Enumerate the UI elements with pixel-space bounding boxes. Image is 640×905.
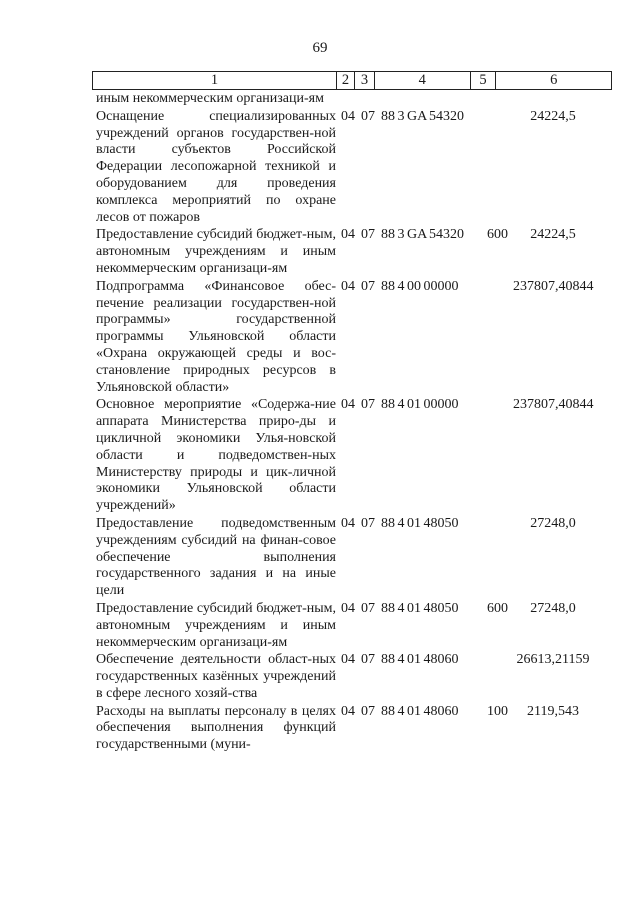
target-item-code: 88 4 01 48060 [381,703,459,719]
table-header [92,71,612,90]
subsection-code: 07 [361,703,375,719]
row-description: Подпрограмма «Финансовое обес-печение реализации государствен-ной программы» государственной программы Ульяновской области «Охрана окружающей среды и вос-становление природных ресурсов в Ульяновской области» [96,278,336,395]
subsection-code: 07 [361,600,375,616]
target-item-code: 88 4 00 00000 [381,278,459,294]
subsection-code: 07 [361,652,375,668]
table-row [96,652,616,702]
expense-type-code: 600 [487,600,508,616]
row-amount: 27248,0 [530,515,576,531]
section-code: 04 [341,397,355,413]
header-col-3: 3 [355,72,375,89]
row-description: Предоставление субсидий бюджет-ным, автономным учреждениям и иным некоммерческим организаци-ям [96,600,336,650]
row-codes [336,397,513,414]
row-amount: 27248,0 [530,600,576,616]
section-code: 04 [341,600,355,616]
header-col-5: 5 [471,72,497,89]
target-item-code: 88 4 01 00000 [381,397,459,413]
row-description: Основное мероприятие «Содержа-ние аппарата Министерства приро-ды и цикличной экономики Улья-новской области и подведомствен-ных Министерству природы и цик-личной экономики Ульяновской области учреждений» [96,397,336,514]
row-codes [336,279,513,296]
header-col-2: 2 [337,72,355,89]
subsection-code: 07 [361,227,375,243]
expense-type-code [487,397,513,414]
header-col-1: 1 [93,72,337,89]
table-row [96,516,616,600]
row-description: Расходы на выплаты персоналу в целях обеспечения выполнения функций государственными (муни- [96,703,336,753]
row-amount: 24224,5 [530,108,576,124]
row-codes [336,704,513,721]
row-description: Обеспечение деятельности област-ных государственных казённых учреждений в сфере лесного хозяй-ства [96,652,336,701]
header-col-4: 4 [375,72,471,89]
row-amount: 26613,21159 [516,652,590,668]
expense-type-code: 600 [487,227,508,243]
row-amount: 237807,40844 [513,397,594,413]
row-description: Оснащение специализированных учреждений органов государствен-ной власти субъектов Российской Федерации лесопожарной техникой и оборудованием для проведения комплекса мероприятий по охране лесов от пожаров [96,108,336,225]
row-codes [336,516,513,533]
row-codes [336,227,513,244]
subsection-code: 07 [361,515,375,531]
target-item-code: 88 4 01 48060 [381,652,459,668]
target-item-code: 88 4 01 48050 [381,600,459,616]
subsection-code: 07 [361,278,375,294]
table-row [96,279,616,397]
section-code: 04 [341,515,355,531]
row-description: Предоставление подведомственным учреждениям субсидий на финан-совое обеспечение выполнения государственного задания и на иные цели [96,515,336,599]
header-col-6: 6 [550,72,558,89]
table-row [96,91,616,108]
section-code: 04 [341,278,355,294]
target-item-code: 88 4 01 48050 [381,515,459,531]
expense-type-code [487,652,513,669]
row-amount: 2119,543 [527,703,579,719]
page-number: 69 [312,40,328,56]
section-code: 04 [341,108,355,124]
section-code: 04 [341,703,355,719]
expense-type-code [487,279,513,296]
row-amount: 237807,40844 [513,278,594,294]
expense-type-code [487,109,513,126]
expense-type-code: 100 [487,703,508,719]
row-amount: 24224,5 [530,227,576,243]
row-codes [336,652,513,669]
subsection-code: 07 [361,108,375,124]
table-row [96,109,616,227]
table-row [96,601,616,651]
row-description: иным некоммерческим организаци-ям [96,91,324,106]
section-code: 04 [341,652,355,668]
table-body [96,91,616,755]
target-item-code: 88 3 GA 54320 [381,108,464,124]
expense-type-code [487,516,513,533]
row-description: Предоставление субсидий бюджет-ным, автономным учреждениям и иным некоммерческим организаци-ям [96,227,336,276]
target-item-code: 88 3 GA 54320 [381,227,464,243]
table-row [96,397,616,515]
table-row [96,227,616,277]
row-codes [336,109,513,126]
row-codes [336,601,513,618]
section-code: 04 [341,227,355,243]
table-row [96,704,616,754]
subsection-code: 07 [361,397,375,413]
